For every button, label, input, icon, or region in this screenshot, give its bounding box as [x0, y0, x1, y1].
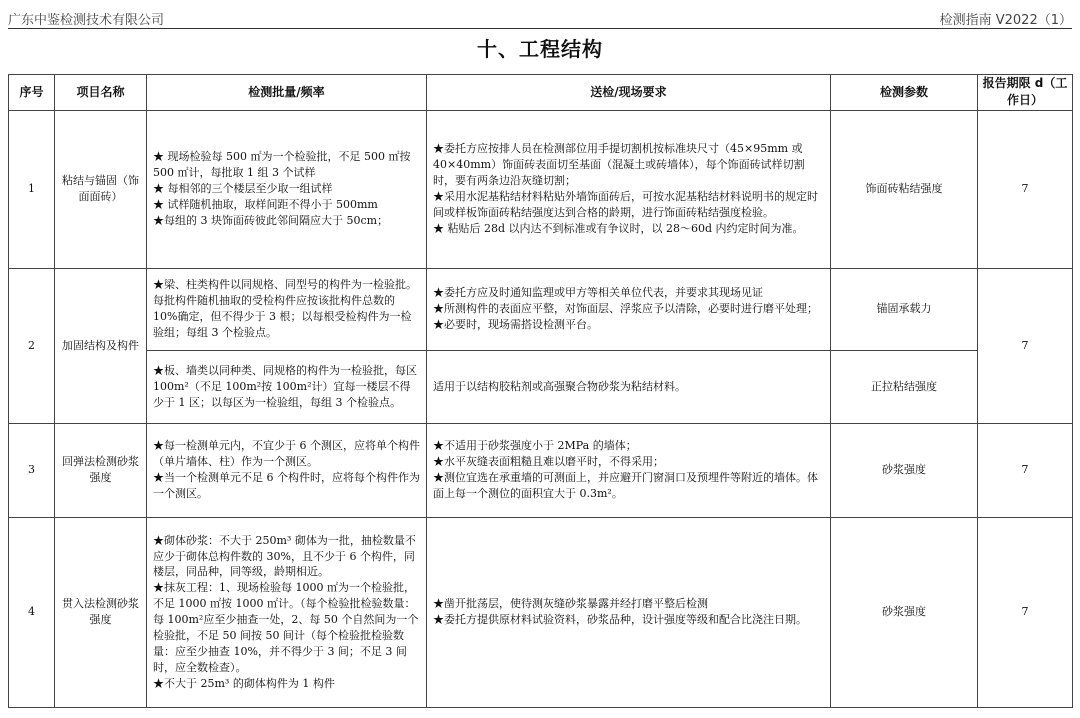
table-subrow	[9, 350, 1073, 423]
row-parameter: 砂浆强度	[831, 423, 978, 517]
row-parameter: 锚固承载力	[831, 268, 978, 350]
row-parameter: 砂浆强度	[831, 517, 978, 707]
requirement-line: ★凿开批荡层，使待测灰缝砂浆暴露并经打磨平整后检测	[433, 597, 708, 611]
row-requirements-cell	[427, 350, 831, 423]
batch-line: ★梁、柱类构件以同规格、同型号的构件为一检验批。每批构件随机抽取的受检构件应按该批构件总数的 10%确定，但不得少于 3 根；以每根受检构件为一检验组；每组 3 个检验点。	[153, 278, 417, 340]
section-title: 十、工程结构	[477, 37, 603, 61]
requirement-line: ★委托方提供原材料试验资料，砂浆品种，设计强度等级和配合比浇注日期。	[433, 613, 807, 627]
inspection-table	[8, 74, 1073, 708]
document-reference: 检测指南 V2022（1）	[939, 13, 1072, 28]
batch-line: ★每组的 3 块饰面砖彼此邻间隔应大于 50cm；	[153, 214, 389, 228]
col-header-requirements: 送检/现场要求	[427, 75, 831, 111]
table-row	[9, 268, 1073, 350]
row-item-name: 贯入法检测砂浆强度	[55, 517, 147, 707]
requirement-line: ★水平灰缝表面粗糙且难以磨平时，不得采用；	[433, 455, 664, 469]
row-parameter: 正拉粘结强度	[831, 350, 978, 423]
company-name: 广东中鉴检测技术有限公司	[8, 13, 165, 28]
batch-line: ★不大于 25m³ 的砌体构件为 1 构件	[153, 677, 335, 691]
row-batch-cell	[147, 110, 427, 268]
batch-line: ★砌体砂浆：不大于 250m³ 砌体为一批，抽检数量不应少于砌体总构件数的 30%，且不少于 6 个构件，同楼层，同品种，同等级，龄期相近。	[153, 533, 416, 579]
requirement-line: ★必要时，现场需搭设检测平台。	[433, 318, 598, 332]
col-header-name: 项目名称	[55, 75, 147, 111]
row-batch-cell	[147, 268, 427, 350]
row-batch-cell	[147, 517, 427, 707]
row-seq: 4	[9, 517, 55, 707]
requirement-line: ★测位宜选在承重墙的可测面上，并应避开门窗洞口及预埋件等附近的墙体。体面上每一个测位的面积宜大于 0.3m²。	[433, 471, 818, 501]
table-row	[9, 423, 1073, 517]
row-item-name: 加固结构及构件	[55, 268, 147, 423]
col-header-batch: 检测批量/频率	[147, 75, 427, 111]
row-requirements-cell	[427, 110, 831, 268]
page-header	[8, 6, 1072, 29]
batch-line: ★ 每相邻的三个楼层至少取一组试样	[153, 182, 333, 196]
col-header-parameters: 检测参数	[831, 75, 978, 111]
row-seq: 2	[9, 268, 55, 423]
row-item-name: 粘结与锚固（饰面面砖）	[55, 110, 147, 268]
row-seq: 3	[9, 423, 55, 517]
row-requirements-cell	[427, 268, 831, 350]
row-parameter: 饰面砖粘结强度	[831, 110, 978, 268]
table-header-row	[9, 75, 1073, 111]
requirement-line: ★委托方应按排人员在检测部位用手提切割机按标准块尺寸（45×95mm 或 40×40mm）饰面砖表面切至基面（混凝土或砖墙体），每个饰面砖试样切割时，要有两条边沿灰缝切割；	[433, 142, 805, 188]
row-report-period: 7	[978, 268, 1073, 423]
row-seq: 1	[9, 110, 55, 268]
requirement-line: ★采用水泥基粘结材料粘贴外墙饰面砖后，可按水泥基粘结材料说明书的规定时间或样板饰面砖粘结强度达到合格的龄期，进行饰面砖粘结强度检验。	[433, 190, 818, 220]
requirement-line: ★所测构件的表面应平整，对饰面层、浮浆应予以清除，必要时进行磨平处理；	[433, 302, 818, 316]
col-header-report-period: 报告期限 d（工作日）	[978, 75, 1073, 111]
requirement-line: 适用于以结构胶粘剂或高强聚合物砂浆为粘结材料。	[433, 379, 686, 393]
batch-line: ★ 试样随机抽取，取样间距不得小于 500mm	[153, 198, 378, 212]
table-row	[9, 517, 1073, 707]
row-requirements-cell	[427, 517, 831, 707]
requirement-line: ★委托方应及时通知监理或甲方等相关单位代表，并要求其现场见证	[433, 286, 763, 300]
col-header-seq: 序号	[9, 75, 55, 111]
row-report-period: 7	[978, 423, 1073, 517]
batch-line: ★板、墙类以同种类、同规格的构件为一检验批，每区 100m²（不足 100m²按 100m²计）宜每一楼层不得少于 1 区；以每区为一检验组，每组 3 个检验点。	[153, 363, 417, 409]
row-batch-cell	[147, 423, 427, 517]
row-item-name: 回弹法检测砂浆强度	[55, 423, 147, 517]
batch-line: ★ 现场检验每 500 ㎡为一个检验批，不足 500 ㎡按 500 ㎡计，每批取 1 组 3 个试样	[153, 150, 411, 180]
row-batch-cell	[147, 350, 427, 423]
batch-line: ★当一个检测单元不足 6 个构件时，应将每个构件作为一个测区。	[153, 471, 420, 501]
row-report-period: 7	[978, 517, 1073, 707]
table-row	[9, 110, 1073, 268]
row-requirements-cell	[427, 423, 831, 517]
batch-line: ★每一检测单元内，不宜少于 6 个测区，应将单个构件（单片墙体、柱）作为一个测区。	[153, 439, 420, 469]
batch-line: ★抹灰工程：1、现场检验每 1000 ㎡为一个检验批，不足 1000 ㎡按 1000 ㎡计。（每个检验批检验数量：每 100m²应至少抽查一处，2、每 50 个自然间为一个检验批，不足 50 间按 50 间计（每个检验批检验数量：应至少抽查 10%，并不得少于 3 间；不足 3 间时，应全数检查）。	[153, 581, 419, 675]
row-report-period: 7	[978, 110, 1073, 268]
requirement-line: ★ 粘贴后 28d 以内达不到标准或有争议时，以 28～60d 内约定时间为准。	[433, 222, 804, 236]
requirement-line: ★不适用于砂浆强度小于 2MPa 的墙体；	[433, 439, 637, 453]
